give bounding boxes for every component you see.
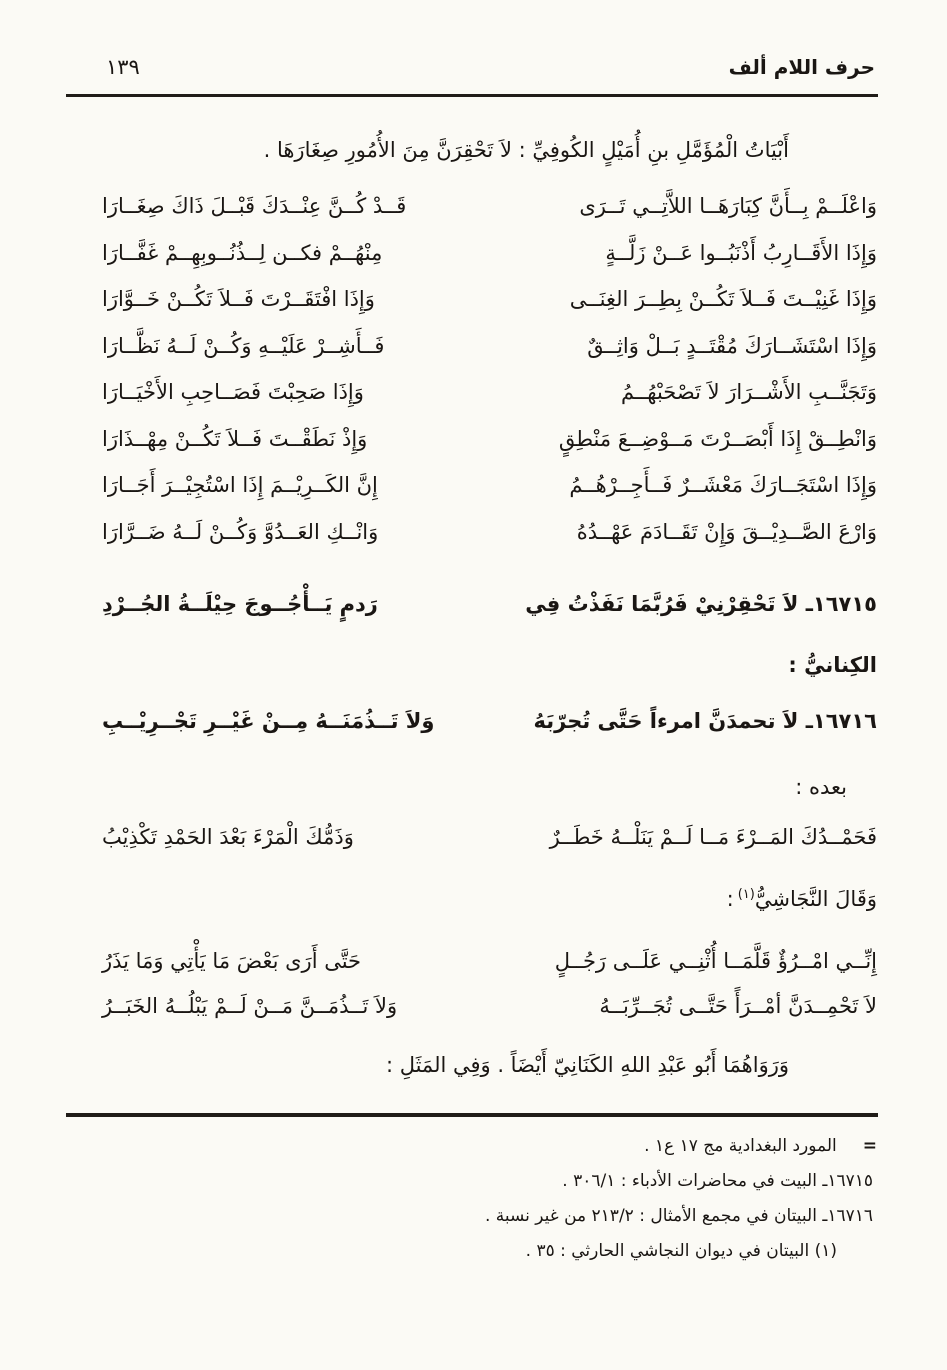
footnote-separator-rule bbox=[66, 1113, 878, 1117]
hemistich-right: وَإِذَا اسْتَجَــارَكَ مَعْشَــرٌ فَــأَجِــرْهُــمُ bbox=[569, 473, 877, 497]
attribution-kinani: الكِنانيُّ : bbox=[788, 653, 877, 677]
hemistich-left: إِنَّ الكَــرِيْــمَ إِذَا اسْتُجِيْــرَ أَجَــارَا bbox=[102, 473, 378, 497]
verse-line bbox=[102, 984, 877, 1029]
poem-intro-line: أَبْيَاتُ الْمُؤَمَّلِ بنِ أُمَيْلٍ الكُوفِيِّ : لاَ تَحْقِرَنَّ مِنَ الأُمُورِ صِغَارَهَا . bbox=[263, 138, 789, 162]
verse-line bbox=[102, 276, 877, 323]
verse-line bbox=[102, 323, 877, 370]
verse-line bbox=[102, 230, 877, 277]
verse-line bbox=[102, 369, 877, 416]
najashi-lead: وَقَالَ النَّجَاشِيُّ bbox=[754, 887, 877, 911]
footnote-najashi-diwan: (١) البيتان في ديوان النجاشي الحارثي : ٣٥ . bbox=[525, 1241, 837, 1261]
hemistich-right: وَإِذَا الأَقَــارِبُ أَذْنَبُــوا عَــنْ زَلَّــةٍ bbox=[605, 240, 877, 265]
hemistich-right: وَإِذَا غَنِيْــتَ فَــلاَ تَكُــنْ بِطِــرَ الغِنَــى bbox=[569, 287, 877, 311]
after-it-label: بعده : bbox=[795, 775, 847, 799]
hemistich-right: وَانْطِــقْ إِذَا أَبْصَــرْتَ مَــوْضِــعَ مَنْطِقٍ bbox=[558, 426, 877, 451]
hemistich-right: إِنِّــي امْــرُؤٌ قَلَّمَــا أُثْنِــي عَلَــى رَجُــلٍ bbox=[554, 949, 877, 973]
verse-line bbox=[102, 183, 877, 230]
hemistich-left: فَــأَشِــرْ عَلَيْــهِ وَكُــنْ لَــهُ نَظَّــارَا bbox=[102, 333, 385, 358]
verse-line bbox=[102, 462, 877, 509]
hamd-verse bbox=[102, 821, 877, 853]
hemistich-left: وَذَمُّكَ الْمَرْءَ بَعْدَ الحَمْدِ تَكْذِيْبُ bbox=[102, 825, 354, 849]
hemistich-left: قَــدْ كُــنَّ عِنْــدَكَ قَبْــلَ ذَاكَ صِغَــارَا bbox=[102, 194, 407, 218]
continuation-marker: = bbox=[862, 1136, 877, 1156]
verse-line bbox=[102, 509, 877, 556]
entry-16715-second-hemistich: رَدمٍ يَــأْجُــوجَ حِيْلَــةُ الجُــرْدِ bbox=[102, 592, 378, 616]
hemistich-right: وَارْعَ الصَّــدِيْــقَ وَإِنْ تَقَــادَمَ عَهْــدُهُ bbox=[576, 519, 877, 544]
najashi-poem bbox=[102, 939, 877, 1029]
hemistich-right: وَاعْلَــمْ بِــأَنَّ كِبَارَهَــا اللاَّتِــي تَــرَى bbox=[579, 194, 877, 218]
colon: : bbox=[726, 887, 734, 911]
footnote-16716: ١٦٧١٦ـ البيتان في مجمع الأمثال : ٢١٣/٢ من غير نسبة . bbox=[484, 1206, 873, 1226]
hemistich-right: وَتَجَنَّــبِ الأَشْــرَارَ لاَ تَصْحَبْهُــمُ bbox=[621, 380, 877, 404]
footnote-continuation bbox=[100, 1129, 877, 1164]
entry-16716 bbox=[102, 705, 877, 737]
najashi-intro-line bbox=[102, 883, 877, 915]
entry-16716-number: ١٦٧١٦ـ bbox=[805, 709, 877, 733]
entry-16716-first-hemistich bbox=[534, 705, 877, 737]
hemistich-left: وَإِذَا افْتَقَــرْتَ فَــلاَ تَكُــنْ خَــوَّارَا bbox=[102, 287, 375, 311]
hemistich-right: وَإِذَا اسْتَشَــارَكَ مُقْتَــدٍ بَــلْ وَاثِــقٌ bbox=[587, 333, 877, 358]
hemistich-right: لاَ تَحْمِــدَنَّ أمْــرَأً حَتَّــى تُجَــرِّبَــهُ bbox=[599, 994, 877, 1018]
hemistich-right: فَحَمْــدُكَ المَــرْءَ مَــا لَــمْ يَنَلْــهُ خَطَــرٌ bbox=[549, 825, 877, 849]
hemistich-left: وَإِذَا صَحِبْتَ فَصَــاحِبِ الأَخْيَــارَا bbox=[102, 380, 364, 404]
hemistich-left: وَانْــكِ العَــدُوَّ وَكُــنْ لَــهُ ضَــرَّارَا bbox=[102, 519, 379, 544]
verse-line bbox=[102, 939, 877, 984]
footnote-reference-1: (١) bbox=[737, 887, 755, 902]
hemistich-left: حَتَّى أَرَى بَعْضَ مَا يَأْتِي وَمَا يَذَرُ bbox=[102, 949, 362, 973]
entry-16716-text: لاَ تحمدَنَّ امرءاً حَتَّى تُجرّبَهُ bbox=[533, 709, 799, 733]
muammal-poem bbox=[102, 183, 877, 555]
entry-16715 bbox=[102, 588, 877, 620]
footnotes-block bbox=[0, 1129, 947, 1269]
verse-line bbox=[102, 416, 877, 463]
hemistich-left: وَإِذْ نَطَقْــتَ فَــلاَ تَكُــنْ مِهْــذَارَا bbox=[102, 426, 368, 451]
entry-16715-number: ١٦٧١٥ـ bbox=[805, 592, 877, 616]
closing-line: وَرَوَاهُمَا أَبُو عَبْدِ اللهِ الكَنَانِيّ أَيْضَاً . وَفِي المَثَلِ : bbox=[385, 1053, 789, 1077]
entry-16715-first-hemistich bbox=[525, 588, 877, 620]
footnote-text: المورد البغدادية مج ١٧ ع١ . bbox=[644, 1136, 837, 1156]
hemistich-left: مِنْهُــمْ فكــن لِــذُنُــوبِهِــمْ غَفَّــارَا bbox=[102, 240, 383, 265]
entry-16715-text: لاَ تَحْقِرْنِيْ فَرُبَّمَا نَفَذْتُ فِي bbox=[525, 592, 799, 616]
chapter-title: حرف اللام ألف bbox=[728, 55, 875, 79]
entry-16716-second-hemistich: وَلاَ تَــذُمَنَــهُ مِــنْ غَيْــرِ تَجْــرِيْــبِ bbox=[102, 709, 435, 733]
footnote-16715: ١٦٧١٥ـ البيت في محاضرات الأدباء : ٣٠٦/١ . bbox=[562, 1171, 873, 1191]
page-content bbox=[0, 135, 947, 1081]
hemistich-left: وَلاَ تَــذُمَــنَّ مَــنْ لَــمْ يَبْلُــهُ الخَبَــرُ bbox=[102, 994, 398, 1018]
header-rule bbox=[66, 94, 878, 97]
page-number: ١٣٩ bbox=[106, 55, 140, 79]
page-header bbox=[0, 0, 947, 80]
